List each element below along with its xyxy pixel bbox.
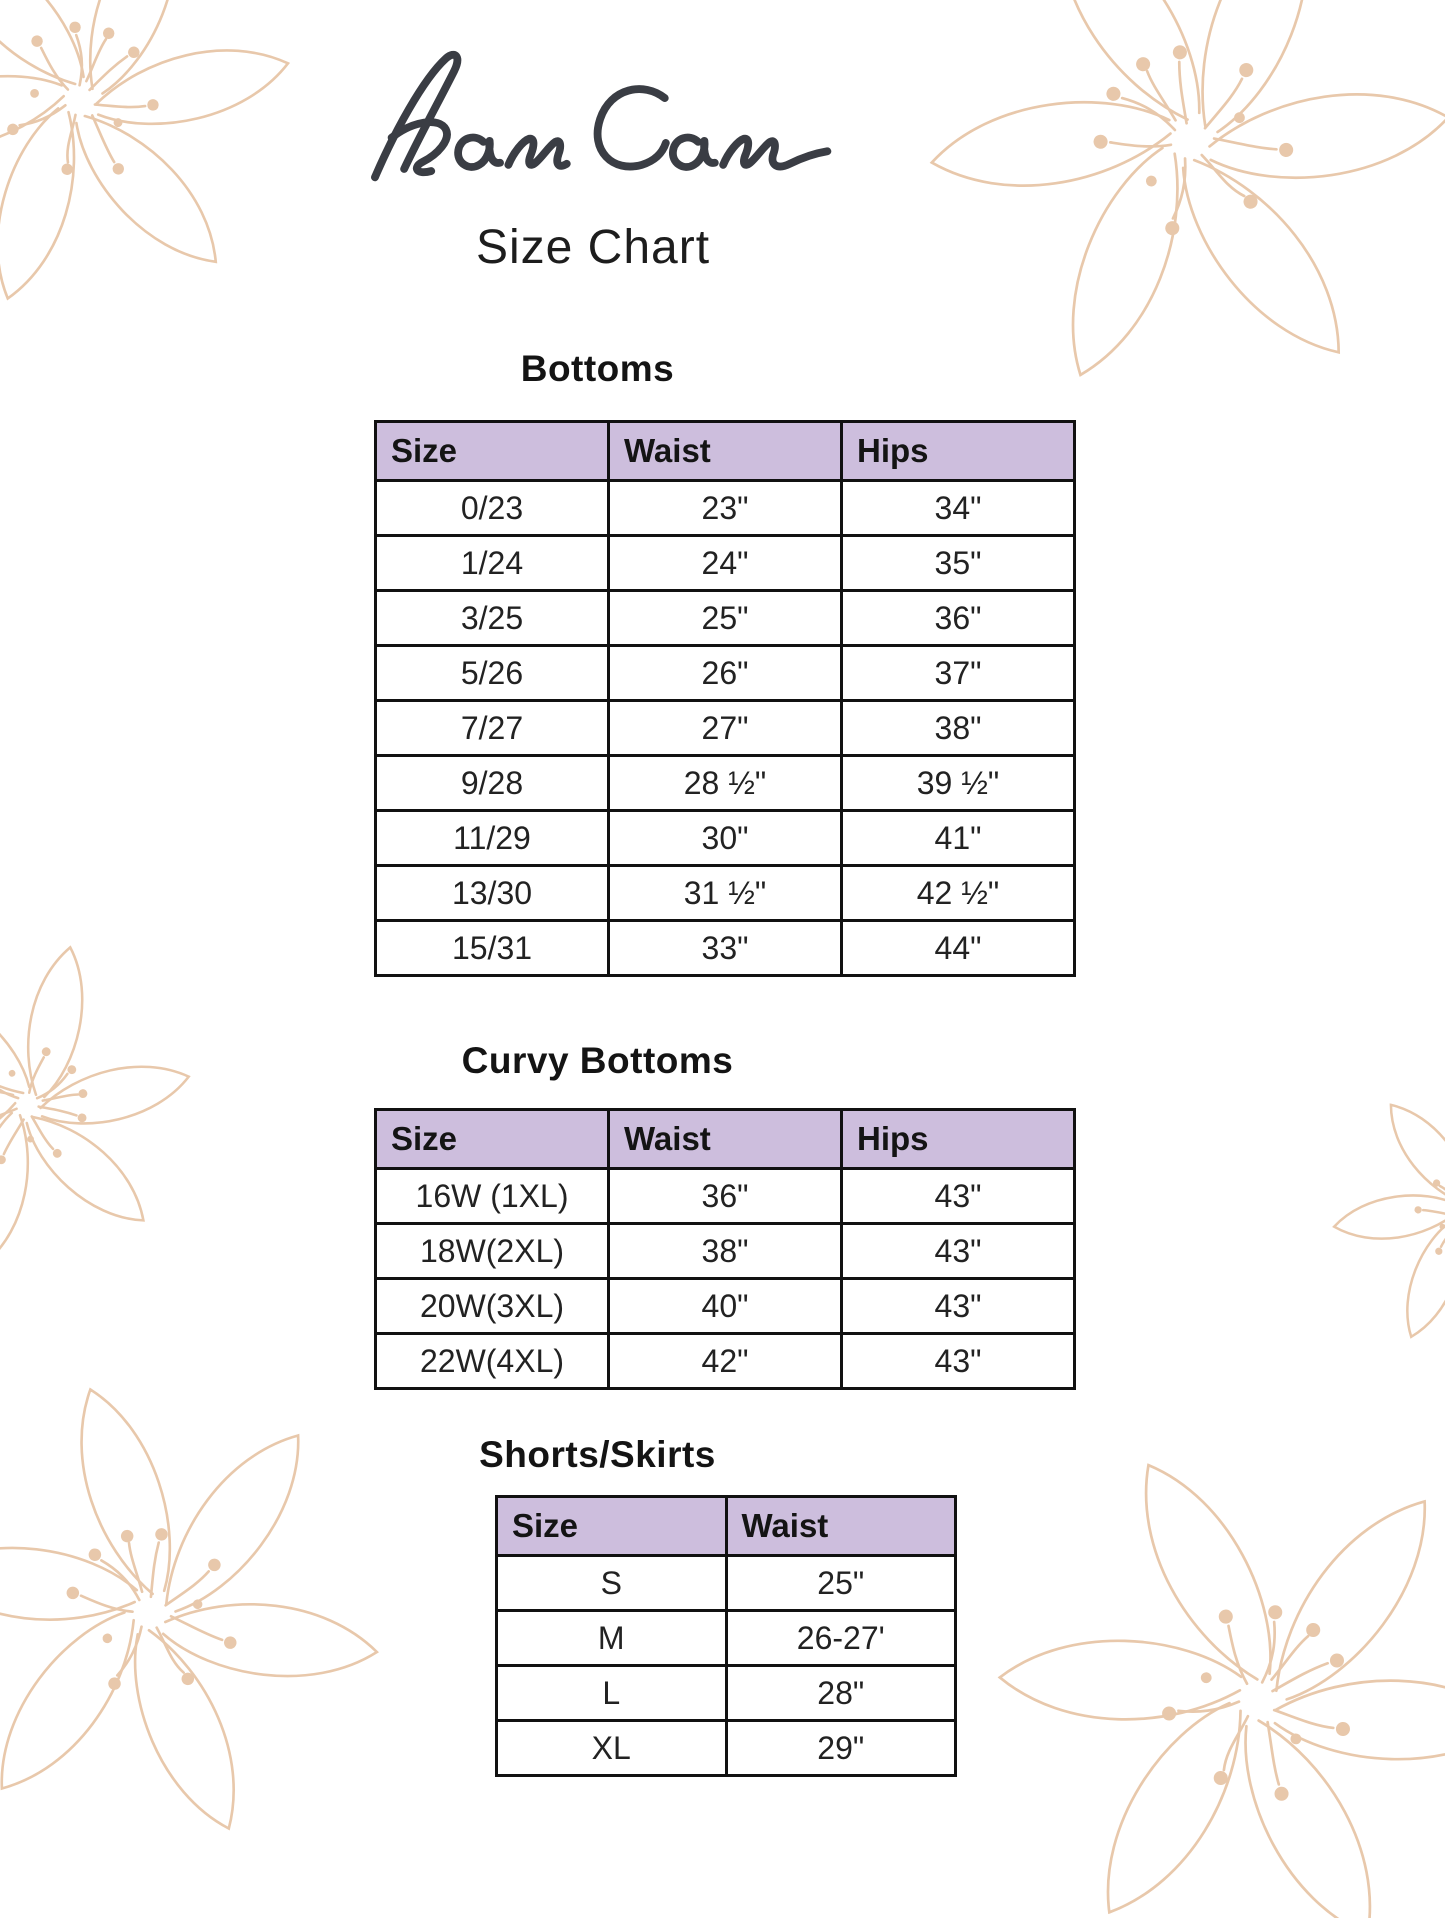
column-header: Size [376, 1110, 609, 1169]
table-header-row [376, 422, 1075, 481]
table-cell: 30" [609, 811, 842, 866]
table-row [376, 1169, 1075, 1224]
table-cell: 25" [726, 1556, 956, 1611]
table-cell: 34" [842, 481, 1075, 536]
table-cell: 43" [842, 1279, 1075, 1334]
table-row [376, 811, 1075, 866]
table-cell: 20W(3XL) [376, 1279, 609, 1334]
table-cell: 36" [842, 591, 1075, 646]
bottoms-size-table [374, 420, 1076, 977]
column-header: Hips [842, 1110, 1075, 1169]
table-row [376, 1224, 1075, 1279]
table-row [497, 1666, 956, 1721]
table-cell: 18W(2XL) [376, 1224, 609, 1279]
table-cell: 37" [842, 646, 1075, 701]
column-header: Waist [609, 1110, 842, 1169]
table-cell: 24" [609, 536, 842, 591]
table-row [376, 536, 1075, 591]
table-cell: 41" [842, 811, 1075, 866]
table-cell: L [497, 1666, 727, 1721]
table-cell: 13/30 [376, 866, 609, 921]
table-body [376, 1169, 1075, 1389]
column-header: Size [376, 422, 609, 481]
table-row [376, 1279, 1075, 1334]
table-header [376, 1110, 1075, 1169]
page-title: Size Chart [475, 221, 711, 274]
column-header: Hips [842, 422, 1075, 481]
table-cell: 27" [609, 701, 842, 756]
table-cell: 42 ½" [842, 866, 1075, 921]
table-row [376, 1334, 1075, 1389]
table-header-row [376, 1110, 1075, 1169]
table-cell: 15/31 [376, 921, 609, 976]
table-row [497, 1556, 956, 1611]
table-cell: 11/29 [376, 811, 609, 866]
table-cell: 28 ½" [609, 756, 842, 811]
table-cell: 44" [842, 921, 1075, 976]
column-header: Size [497, 1497, 727, 1556]
section-title-bottoms: Bottoms [520, 348, 675, 389]
table-cell: 29" [726, 1721, 956, 1776]
table-row [497, 1611, 956, 1666]
table-cell: 43" [842, 1334, 1075, 1389]
table-cell: S [497, 1556, 727, 1611]
table-cell: 39 ½" [842, 756, 1075, 811]
table-cell: 25" [609, 591, 842, 646]
table-cell: 28" [726, 1666, 956, 1721]
table-cell: 23" [609, 481, 842, 536]
column-header: Waist [609, 422, 842, 481]
table-body [376, 481, 1075, 976]
table-cell: 31 ½" [609, 866, 842, 921]
kancan-logo [352, 40, 842, 200]
table-cell: 43" [842, 1169, 1075, 1224]
curvy-bottoms-size-table [374, 1108, 1076, 1390]
table-cell: 9/28 [376, 756, 609, 811]
table-row [376, 921, 1075, 976]
section-title-shorts-skirts: Shorts/Skirts [479, 1434, 716, 1475]
table-cell: 5/26 [376, 646, 609, 701]
section-title-curvy-bottoms: Curvy Bottoms [461, 1040, 734, 1081]
table-cell: 38" [842, 701, 1075, 756]
table-row [376, 756, 1075, 811]
table-cell: 16W (1XL) [376, 1169, 609, 1224]
table-cell: 22W(4XL) [376, 1334, 609, 1389]
table-cell: 0/23 [376, 481, 609, 536]
table-cell: 38" [609, 1224, 842, 1279]
table-cell: 26-27' [726, 1611, 956, 1666]
table-cell: M [497, 1611, 727, 1666]
table-row [376, 591, 1075, 646]
table-row [376, 646, 1075, 701]
table-cell: 7/27 [376, 701, 609, 756]
table-cell: 40" [609, 1279, 842, 1334]
table-cell: XL [497, 1721, 727, 1776]
table-row [376, 701, 1075, 756]
table-row [376, 866, 1075, 921]
table-cell: 26" [609, 646, 842, 701]
table-cell: 1/24 [376, 536, 609, 591]
column-header: Waist [726, 1497, 956, 1556]
table-cell: 42" [609, 1334, 842, 1389]
table-header-row [497, 1497, 956, 1556]
table-row [376, 481, 1075, 536]
table-row [497, 1721, 956, 1776]
shorts-skirts-size-table [495, 1495, 957, 1777]
table-cell: 35" [842, 536, 1075, 591]
table-cell: 33" [609, 921, 842, 976]
table-body [497, 1556, 956, 1776]
table-cell: 3/25 [376, 591, 609, 646]
table-header [376, 422, 1075, 481]
kancan-logo-signature [352, 40, 842, 200]
table-header [497, 1497, 956, 1556]
table-cell: 43" [842, 1224, 1075, 1279]
table-cell: 36" [609, 1169, 842, 1224]
